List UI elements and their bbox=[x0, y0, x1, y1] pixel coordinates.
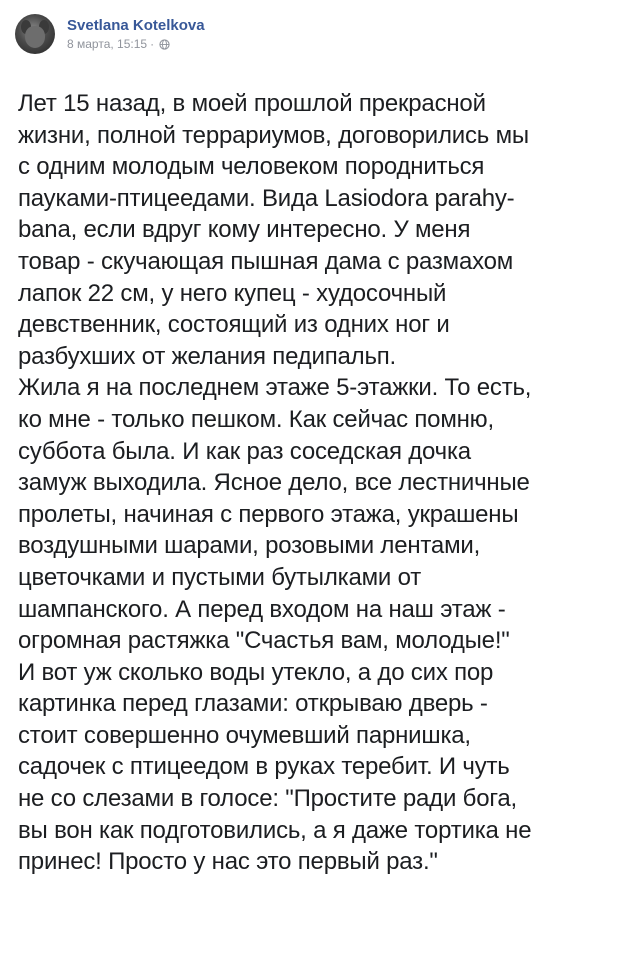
post-paragraph-1: Лет 15 назад, в моей прошлой прекрасной жизни, полной террариумов, договорились мы с одним молодым человеком породниться пауками-птицеедами. Вида Lasiodora parahy- bana, если вдруг кому интересно. У меня товар - скучающая пышная дама с размахом лапок 22 см, у него купец - худосочный девственник, состоящий из одних ног и разбухших от желания педипальп. bbox=[18, 90, 529, 370]
post-paragraph-2: Жила я на последнем этаже 5-этажки. То есть, ко мне - только пешком. Как сейчас помню, суббота была. И как раз соседская дочка замуж выходила. Ясное дело, все лестничные пролеты, начиная с первого этажа, украшены воздушными шарами, розовыми лентами, цветочками и пустыми бутылками от шампанского. А перед входом на наш этаж - огромная растяжка "Счастья вам, молодые!" И вот уж сколько воды утекло, а до сих пор картинка перед глазами: открываю дверь - стоит совершенно очумевший парнишка, садочек с птицеедом в руках теребит. И чуть не со слезами в голосе: "Простите ради бога, вы вон как подготовились, а я даже тортика не принес! Просто у нас это первый раз." bbox=[18, 374, 532, 876]
post-meta bbox=[67, 16, 205, 52]
post-subline bbox=[67, 36, 205, 52]
author-name[interactable]: Svetlana Kotelkova bbox=[67, 17, 205, 34]
globe-icon[interactable] bbox=[159, 39, 170, 50]
subline-separator: · bbox=[150, 37, 155, 51]
post-header bbox=[15, 14, 205, 54]
post-date[interactable]: 8 марта, 15:15 bbox=[67, 37, 148, 51]
avatar-face bbox=[25, 26, 45, 48]
avatar[interactable] bbox=[15, 14, 55, 54]
post-text bbox=[18, 88, 630, 878]
